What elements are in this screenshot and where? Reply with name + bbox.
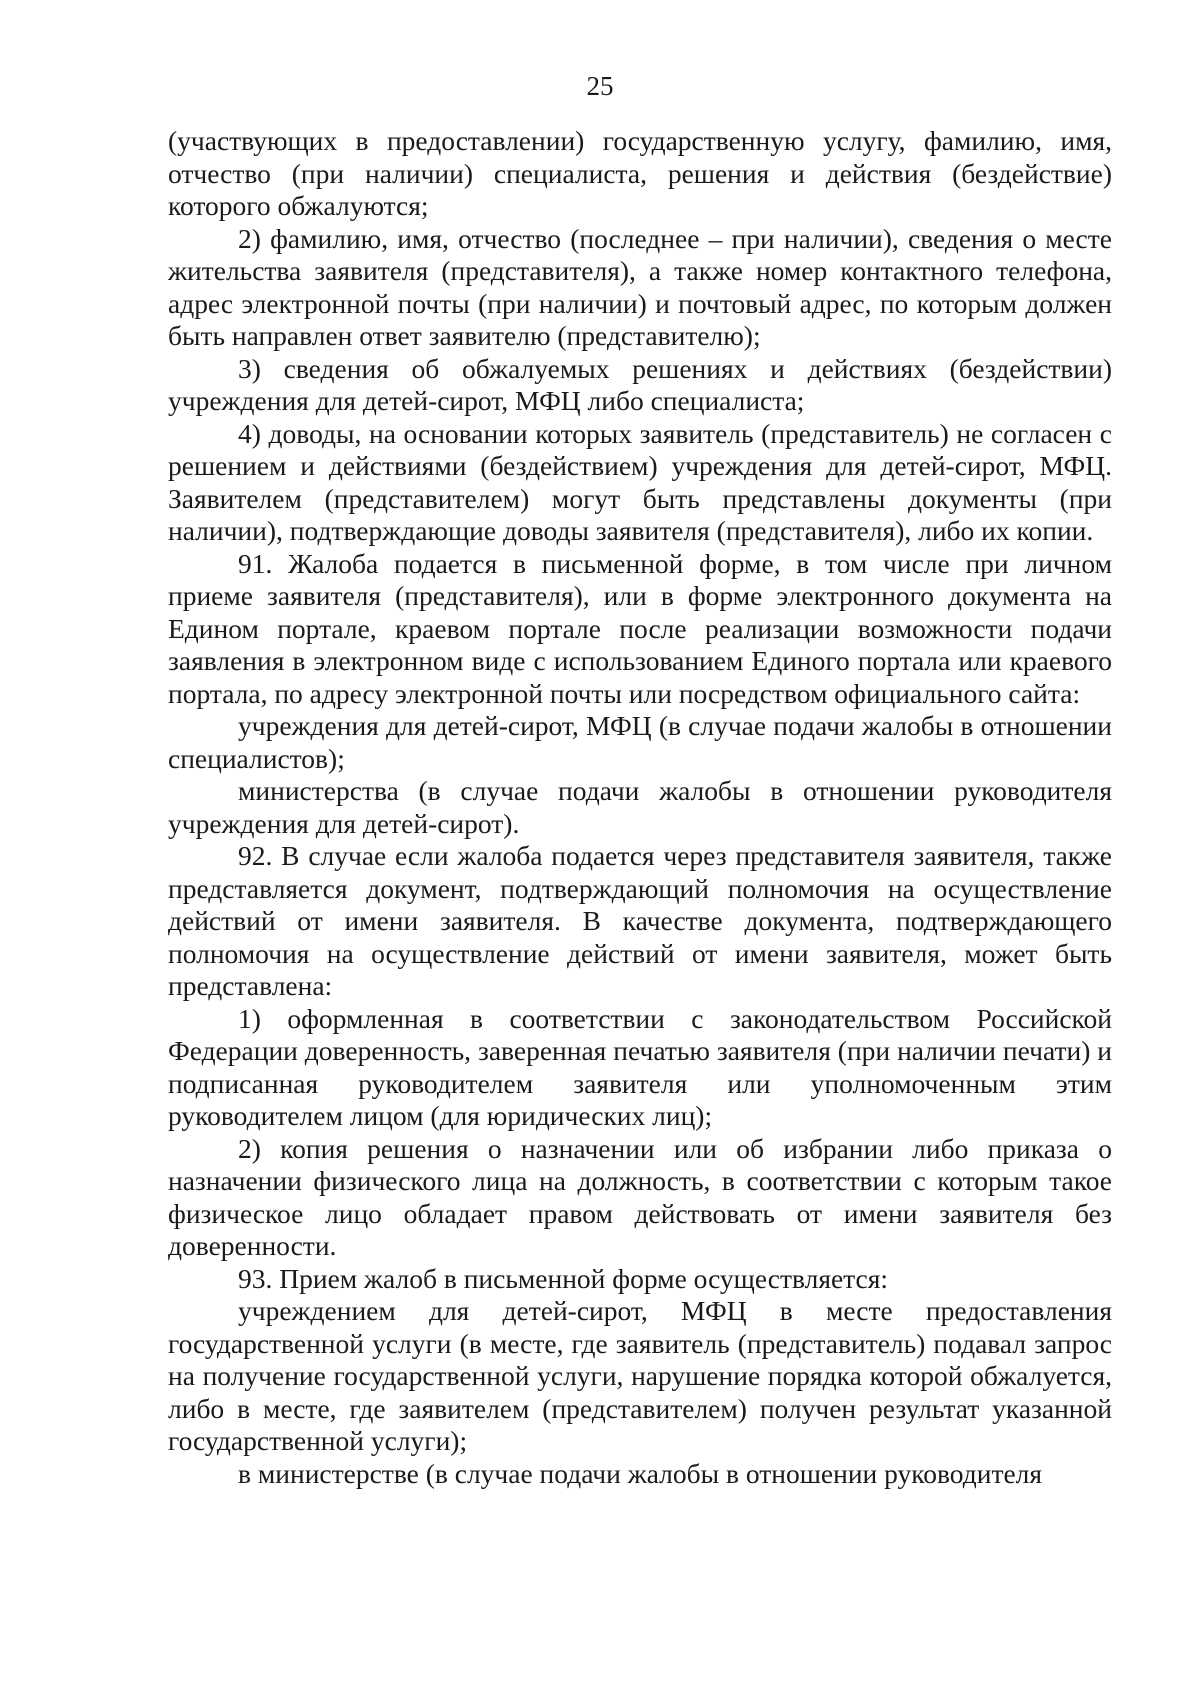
paragraph-last: в министерстве (в случае подачи жалобы в отношении руководителя [238,1457,1043,1489]
paragraph: министерства (в случае подачи жалобы в отношении руководителя учреждения для детей-сирот). [168,775,1112,839]
paragraph: 92. В случае если жалоба подается через представителя заявителя, также представляется документ, подтверждающий полномочия на осуществление действий от имени заявителя. В качестве документа, подтверждающего полномочия на осуществление действий от имени заявителя, может быть представлена: [168,840,1112,1001]
paragraph: 93. Прием жалоб в письменной форме осуществляется: [238,1262,889,1294]
document-body [168,125,1112,1490]
paragraph: учреждением для детей-сирот, МФЦ в месте предоставления государственной услуги (в месте, где заявитель (представитель) подавал запрос на получение государственной услуги, нарушение порядка которой обжалуется, либо в месте, где заявителем (представителем) получен результат указанной государственной услуги); [168,1295,1112,1456]
paragraph: 3) сведения об обжалуемых решениях и действиях (бездействии) учреждения для детей-сирот, МФЦ либо специалиста; [168,352,1112,416]
paragraph: (участвующих в предоставлении) государственную услугу, фамилию, имя, отчество (при наличии) специалиста, решения и действия (бездействие) которого обжалуются; [168,125,1112,221]
paragraph: 2) фамилию, имя, отчество (последнее – при наличии), сведения о месте жительства заявителя (представителя), а также номер контактного телефона, адрес электронной почты (при наличии) и почтовый адрес, по которым должен быть направлен ответ заявителю (представителю); [168,222,1112,351]
paragraph: 2) копия решения о назначении или об избрании либо приказа о назначении физического лица на должность, в соответствии с которым такое физическое лицо обладает правом действовать от имени заявителя без доверенности. [168,1132,1112,1261]
page-number: 25 [586,71,614,101]
paragraph: 4) доводы, на основании которых заявитель (представитель) не согласен с решением и действиями (бездействием) учреждения для детей-сирот, МФЦ. Заявителем (представителем) могут быть представлены документы (при наличии), подтверждающие доводы заявителя (представителя), либо их копии. [168,417,1112,546]
paragraph: 91. Жалоба подается в письменной форме, в том числе при личном приеме заявителя (представителя), или в форме электронного документа на Едином портале, краевом портале после реализации возможности подачи заявления в электронном виде с использованием Единого портала или краевого портала, по адресу электронной почты или посредством официального сайта: [168,547,1112,709]
paragraph: 1) оформленная в соответствии с законодательством Российской Федерации доверенность, заверенная печатью заявителя (при наличии печати) и подписанная руководителем заявителя или уполномоченным этим руководителем лицом (для юридических лиц); [168,1002,1112,1131]
paragraph: учреждения для детей-сирот, МФЦ (в случае подачи жалобы в отношении специалистов); [168,710,1112,774]
